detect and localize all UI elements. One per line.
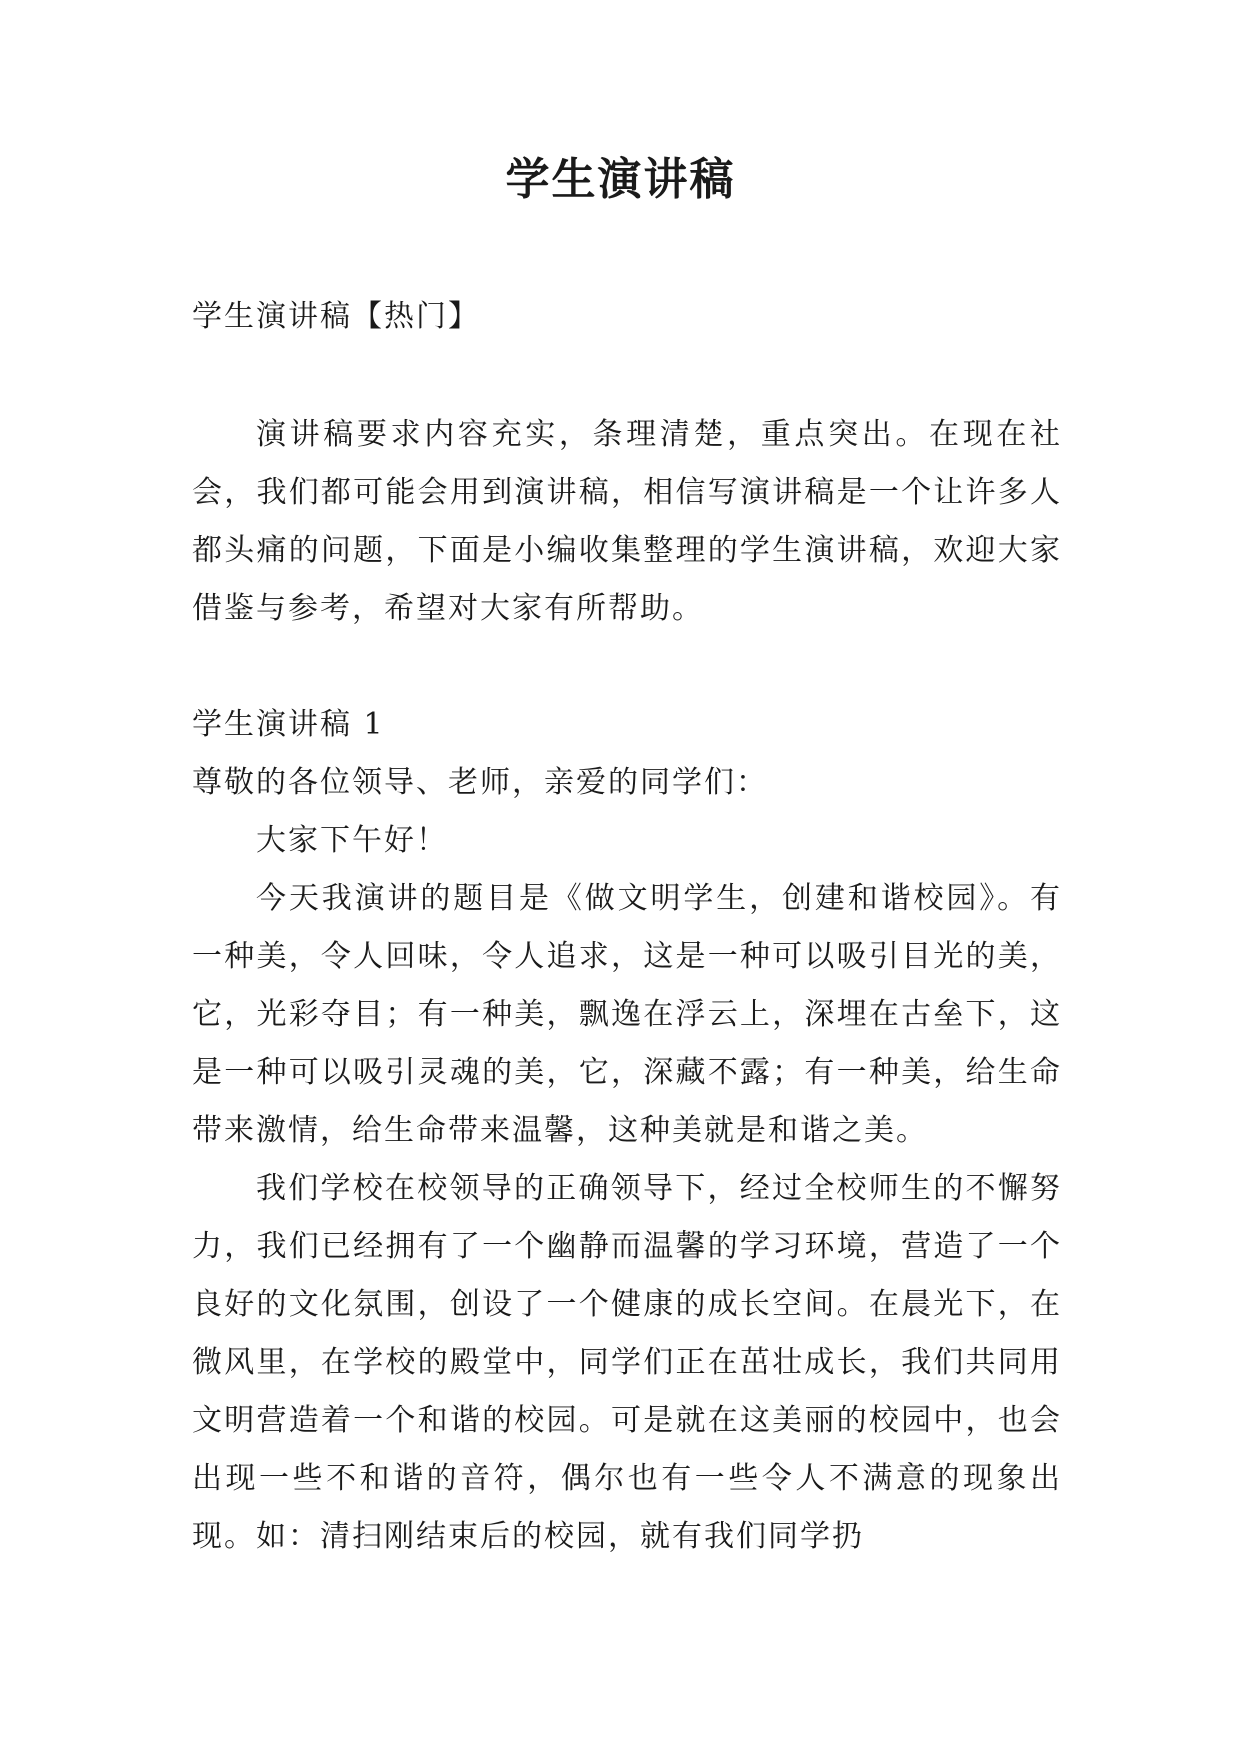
intro-paragraph: 演讲稿要求内容充实，条理清楚，重点突出。在现在社会，我们都可能会用到演讲稿，相信写演讲稿是一个让许多人都头痛的问题，下面是小编收集整理的学生演讲稿，欢迎大家借鉴与参考，希望对大家有所帮助。	[192, 417, 1062, 626]
document-title: 学生演讲稿	[505, 154, 736, 205]
body-paragraph: 我们学校在校领导的正确领导下，经过全校师生的不懈努力，我们已经拥有了一个幽静而温馨的学习环境，营造了一个良好的文化氛围，创设了一个健康的成长空间。在晨光下，在微风里，在学校的殿堂中，同学们正在茁壮成长，我们共同用文明营造着一个和谐的校园。可是就在这美丽的校园中，也会出现一些不和谐的音符，偶尔也有一些令人不满意的现象出现。如：清扫刚结束后的校园，就有我们同学扔	[192, 1171, 1062, 1554]
document-subtitle: 学生演讲稿【热门】	[192, 299, 480, 334]
document-body	[192, 288, 1062, 1566]
section-heading: 学生演讲稿 1	[192, 707, 385, 742]
greeting: 大家下午好！	[256, 823, 448, 858]
body-paragraph: 今天我演讲的题目是《做文明学生，创建和谐校园》。有一种美，令人回味，令人追求，这是一种可以吸引目光的美，它，光彩夺目；有一种美，飘逸在浮云上，深埋在古垒下，这是一种可以吸引灵魂的美，它，深藏不露；有一种美，给生命带来激情，给生命带来温馨，这种美就是和谐之美。	[192, 881, 1062, 1148]
salutation: 尊敬的各位领导、老师，亲爱的同学们：	[192, 765, 768, 800]
